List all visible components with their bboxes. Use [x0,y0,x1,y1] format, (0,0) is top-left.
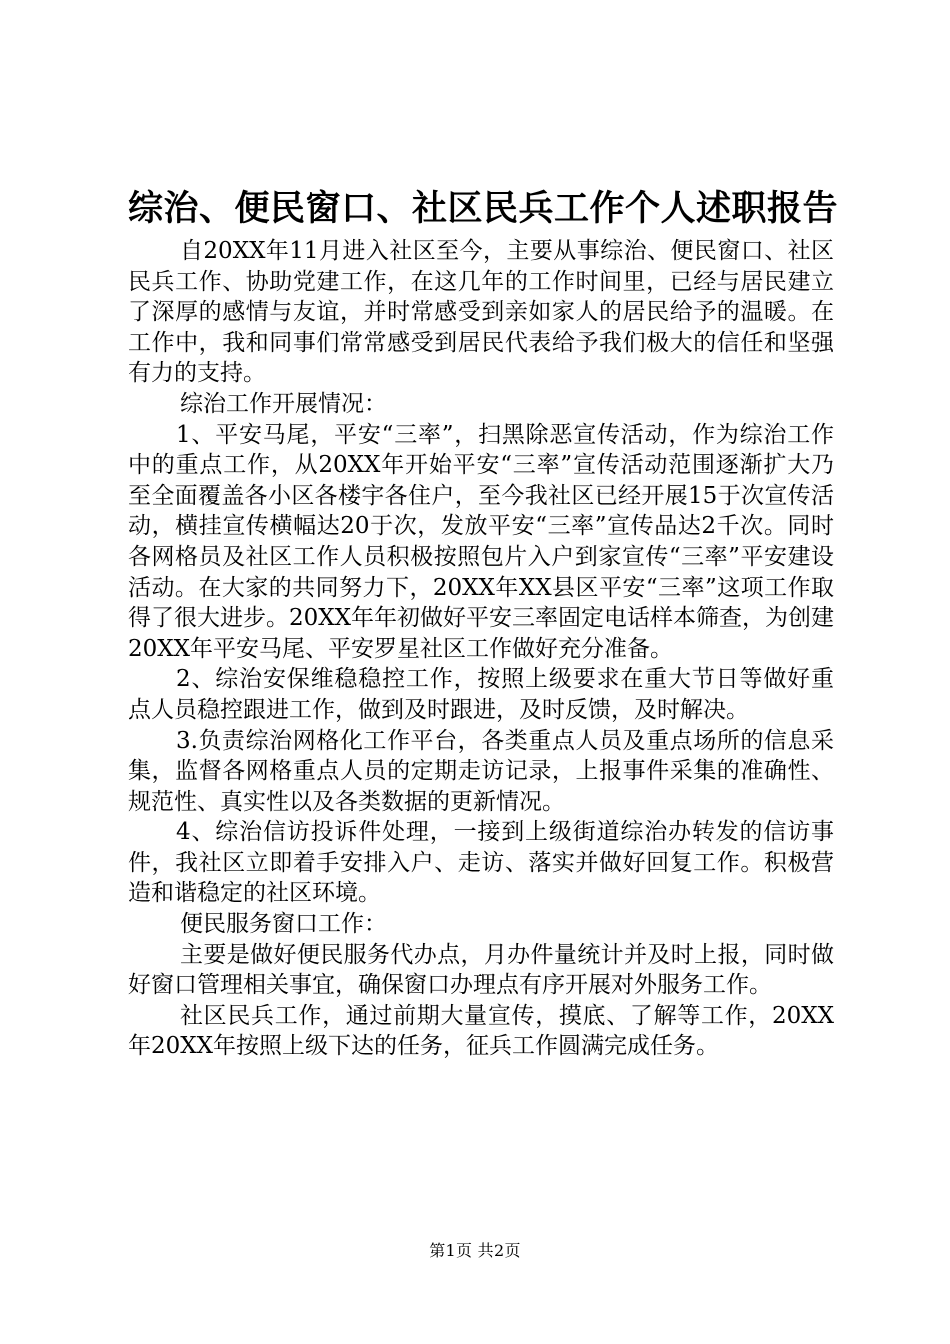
item-paragraph-2: 2、综治安保维稳稳控工作，按照上级要求在重大节日等做好重点人员稳控跟进工作，做到及时跟进，及时反馈，及时解决。 [128,666,834,723]
item-paragraph-3: 3.负责综治网格化工作平台，各类重点人员及重点场所的信息采集，监督各网格重点人员的定期走访记录，上报事件采集的准确性、规范性、真实性以及各类数据的更新情况。 [128,727,834,815]
document-body [128,236,834,1062]
bianmin-paragraph: 主要是做好便民服务代办点，月办件量统计并及时上报，同时做好窗口管理相关事宜，确保窗口办理点有序开展对外服务工作。 [128,941,834,999]
section-heading-zongzhi: 综治工作开展情况： [180,390,387,417]
section-heading-bianmin: 便民服务窗口工作： [180,911,387,938]
item-paragraph-4: 4、综治信访投诉件处理，一接到上级街道综治办转发的信访事件，我社区立即着手安排入户、走访、落实并做好回复工作。积极营造和谐稳定的社区环境。 [128,819,834,907]
document-title: 综治、便民窗口、社区民兵工作个人述职报告 [128,188,839,229]
page-footer: 第1页 共2页 [429,1241,521,1260]
minbing-paragraph: 社区民兵工作，通过前期大量宣传，摸底、了解等工作，20XX年20XX年按照上级下达的任务，征兵工作圆满完成任务。 [128,1002,834,1060]
intro-paragraph: 自20XX年11月进入社区至今，主要从事综治、便民窗口、社区民兵工作、协助党建工作，在这几年的工作时间里，已经与居民建立了深厚的感情与友谊，并时常感受到亲如家人的居民给予的温暖。在工作中，我和同事们常常感受到居民代表给予我们极大的信任和坚强有力的支持。 [128,238,834,387]
item-paragraph-1: 1、平安马尾，平安“三率”，扫黑除恶宣传活动，作为综治工作中的重点工作，从20XX年开始平安“三率”宣传活动范围逐渐扩大乃至全面覆盖各小区各楼宇各住户，至今我社区已经开展15于次宣传活动，横挂宣传横幅达20于次，发放平安“三率”宣传品达2千次。同时各网格员及社区工作人员积极按照包片入户到家宣传“三率”平安建设活动。在大家的共同努力下，20XX年XX县区平安“三率”这项工作取得了很大进步。20XX年年初做好平安三率固定电话样本筛查，为创建20XX年平安马尾、平安罗星社区工作做好充分准备。 [128,421,835,662]
